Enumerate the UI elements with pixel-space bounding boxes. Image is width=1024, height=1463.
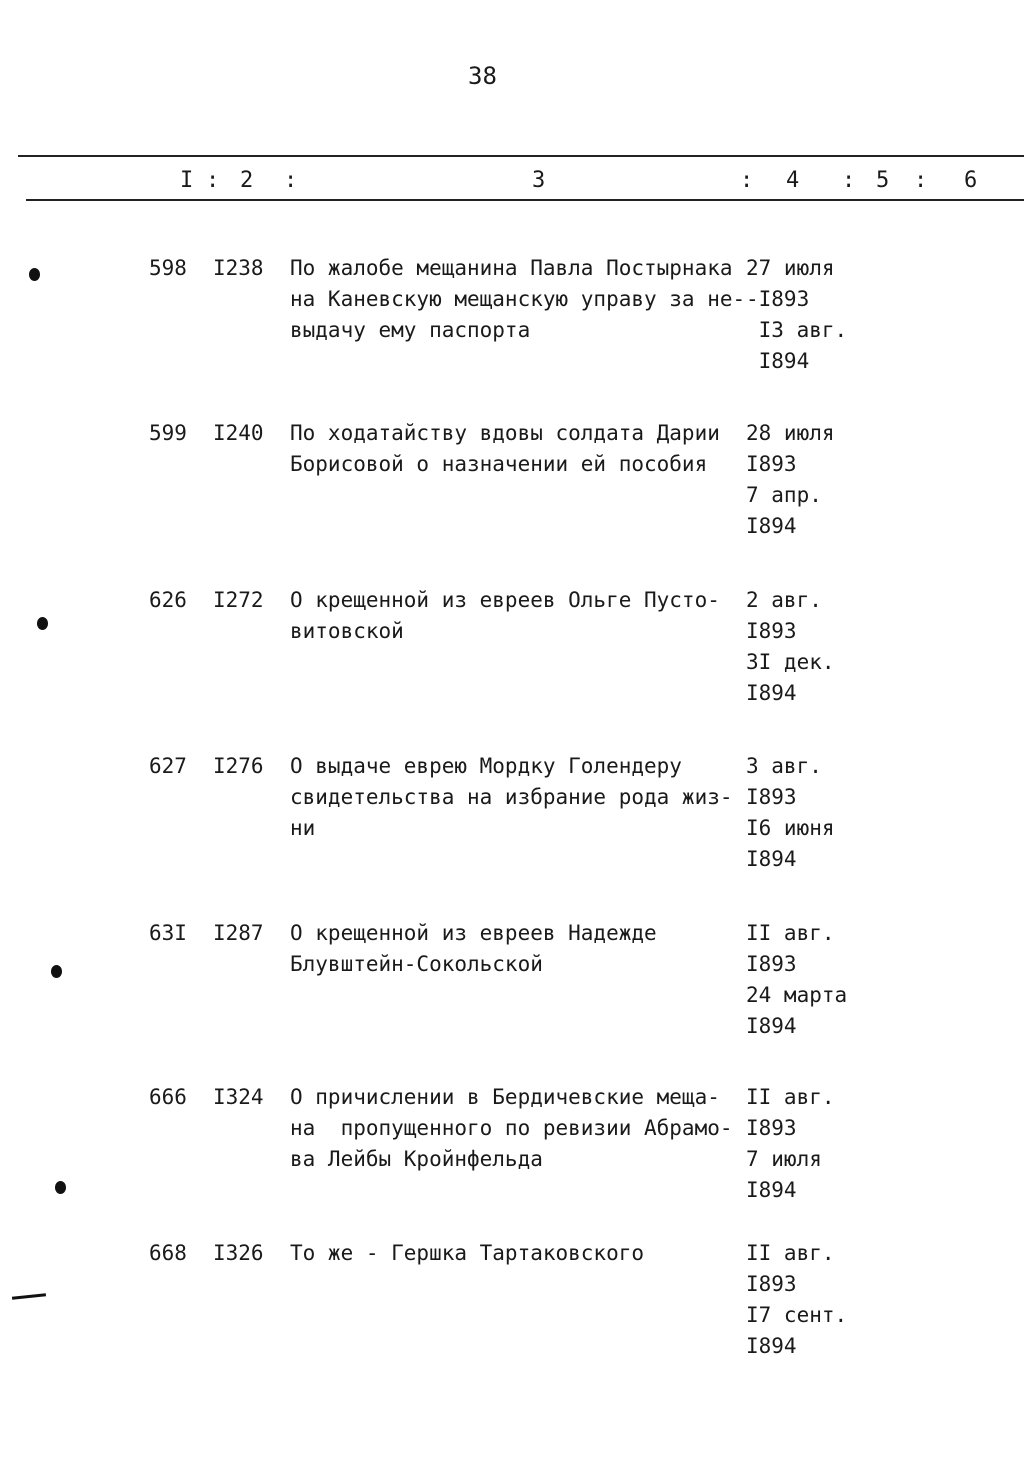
column-header-1: I xyxy=(180,168,194,193)
entry-number: 598 xyxy=(149,256,187,280)
entry-dates: 2 авг. I893 3I дек. I894 xyxy=(746,588,835,705)
entry-title: То же - Гершка Тартаковского xyxy=(290,1241,645,1265)
entry-dates: 3 авг. I893 I6 июня I894 xyxy=(746,754,835,871)
entry-number: 626 xyxy=(149,588,187,612)
entry-title: По ходатайству вдовы солдата Дарии Борисовой о назначении ей пособия xyxy=(290,421,720,476)
page-number: 38 xyxy=(468,62,497,90)
file-number: I276 xyxy=(213,754,264,778)
column-separator: : xyxy=(206,168,220,193)
file-number: I287 xyxy=(213,921,264,945)
file-number: I272 xyxy=(213,588,264,612)
column-separator: : xyxy=(284,168,298,193)
entry-number: 599 xyxy=(149,421,187,445)
binder-hole-mark xyxy=(55,1181,66,1194)
entry-number: 63I xyxy=(149,921,187,945)
entry-dates: II авг. I893 7 июля I894 xyxy=(746,1085,835,1202)
entry-title: О крещенной из евреев Ольге Пусто- витовской xyxy=(290,588,720,643)
entry-number: 627 xyxy=(149,754,187,778)
entry-title: О причислении в Бердичевские меща- на пропущенного по ревизии Абрамо- ва Лейбы Кройнфельда xyxy=(290,1085,733,1171)
file-number: I238 xyxy=(213,256,264,280)
column-header-5: 5 xyxy=(876,168,890,193)
entry-dates: 28 июля I893 7 апр. I894 xyxy=(746,421,835,538)
entry-number: 668 xyxy=(149,1241,187,1265)
entry-title: По жалобе мещанина Павла Постырнака на Каневскую мещанскую управу за не- выдачу ему паспорта xyxy=(290,256,746,342)
header-top-rule xyxy=(18,155,1024,157)
column-header-6: 6 xyxy=(964,168,978,193)
margin-dash-mark xyxy=(12,1293,46,1300)
entry-number: 666 xyxy=(149,1085,187,1109)
entry-dates: II авг. I893 24 марта I894 xyxy=(746,921,848,1038)
entry-dates: II авг. I893 I7 сент. I894 xyxy=(746,1241,848,1358)
entry-dates: 27 июля -I893 I3 авг. I894 xyxy=(746,256,848,373)
binder-hole-mark xyxy=(51,965,62,978)
binder-hole-mark xyxy=(37,617,48,630)
column-header-row xyxy=(0,168,1024,196)
column-header-3: 3 xyxy=(532,168,546,193)
column-separator: : xyxy=(842,168,856,193)
entry-title: О крещенной из евреев Надежде Блувштейн-Сокольской xyxy=(290,921,657,976)
column-header-2: 2 xyxy=(240,168,254,193)
column-header-4: 4 xyxy=(786,168,800,193)
file-number: I240 xyxy=(213,421,264,445)
header-bottom-rule xyxy=(26,199,1024,201)
file-number: I326 xyxy=(213,1241,264,1265)
binder-hole-mark xyxy=(29,268,40,281)
entry-title: О выдаче еврею Мордку Голендеру свидетельства на избрание рода жиз- ни xyxy=(290,754,733,840)
column-separator: : xyxy=(740,168,754,193)
file-number: I324 xyxy=(213,1085,264,1109)
column-separator: : xyxy=(914,168,928,193)
